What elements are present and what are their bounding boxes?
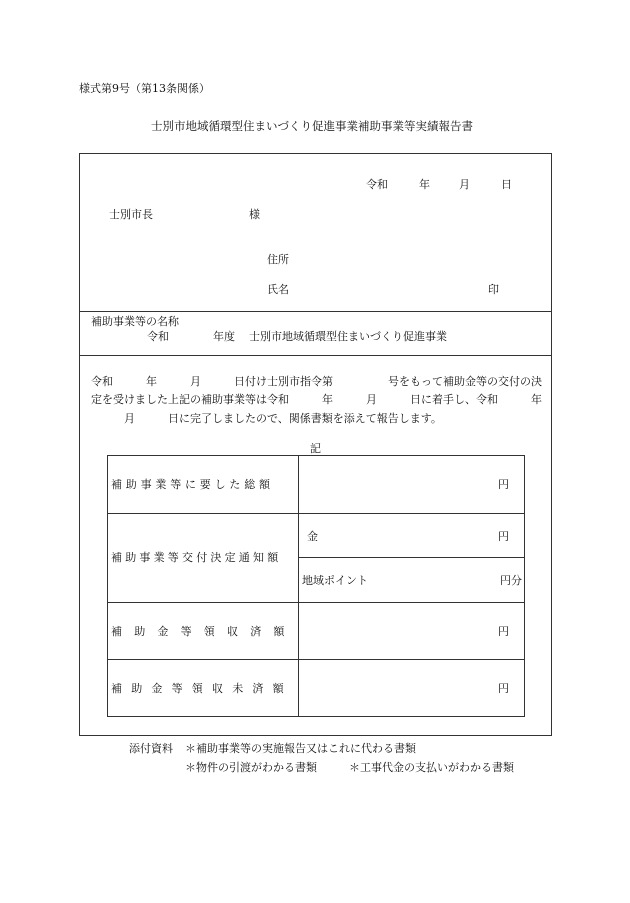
body-line-1: 令和 年 月 日付け士別市指令第 号をもって補助金等の交付の決: [91, 375, 542, 388]
notice-unit: 円: [498, 530, 509, 543]
project-label: 補助事業等の名称: [91, 315, 179, 328]
ki-heading: 記: [310, 442, 321, 455]
notice-label: 補助事業等交付決定通知額: [111, 551, 282, 564]
received-label: 補助金等領収済額: [111, 625, 297, 638]
unreceived-unit: 円: [498, 682, 509, 695]
project-era: 令和: [147, 330, 169, 343]
document-title: 士別市地域循環型住まいづくり促進事業補助事業等実績報告書: [151, 119, 473, 133]
body-line-3: 月 日に完了しましたので、関係書類を添えて報告します。: [91, 412, 442, 425]
total-label: 補助事業等に要した総額: [111, 478, 274, 491]
addressee-name: 士別市長: [109, 208, 153, 221]
divider-1: [79, 311, 552, 312]
attachment-item-2: ＊物件の引渡がわかる書類: [185, 761, 317, 774]
points-unit: 円分: [500, 574, 522, 587]
date-day: 日: [501, 178, 512, 191]
notice-kin: 金: [307, 530, 318, 543]
table-row-divider-sub: [298, 557, 525, 558]
attachment-item-3: ＊工事代金の支払いがわかる書類: [349, 761, 514, 774]
address-label: 住所: [267, 253, 289, 266]
project-fiscal-year: 年度: [213, 330, 235, 343]
date-era: 令和: [366, 178, 388, 191]
table-column-divider: [298, 455, 299, 717]
date-year: 年: [419, 178, 430, 191]
received-unit: 円: [498, 625, 509, 638]
points-label: 地域ポイント: [302, 574, 368, 587]
table-row-divider-1: [107, 513, 525, 514]
addressee-honorific: 様: [249, 208, 260, 221]
project-name: 士別市地域循環型住まいづくり促進事業: [249, 330, 447, 343]
attachments-label: 添付資料: [129, 742, 173, 755]
date-month: 月: [459, 178, 470, 191]
divider-2: [79, 355, 552, 356]
name-label: 氏名: [267, 283, 289, 296]
seal-mark: 印: [488, 283, 499, 296]
table-row-divider-3: [107, 659, 525, 660]
table-row-divider-2: [107, 602, 525, 603]
body-line-2: 定を受けました上記の補助事業等は令和 年 月 日に着手し、令和 年: [91, 393, 542, 406]
unreceived-label: 補助金等領収未済額: [111, 682, 293, 695]
attachment-item-1: ＊補助事業等の実施報告又はこれに代わる書類: [185, 742, 416, 755]
total-unit: 円: [498, 478, 509, 491]
form-number: 様式第9号（第13条関係）: [79, 82, 210, 95]
